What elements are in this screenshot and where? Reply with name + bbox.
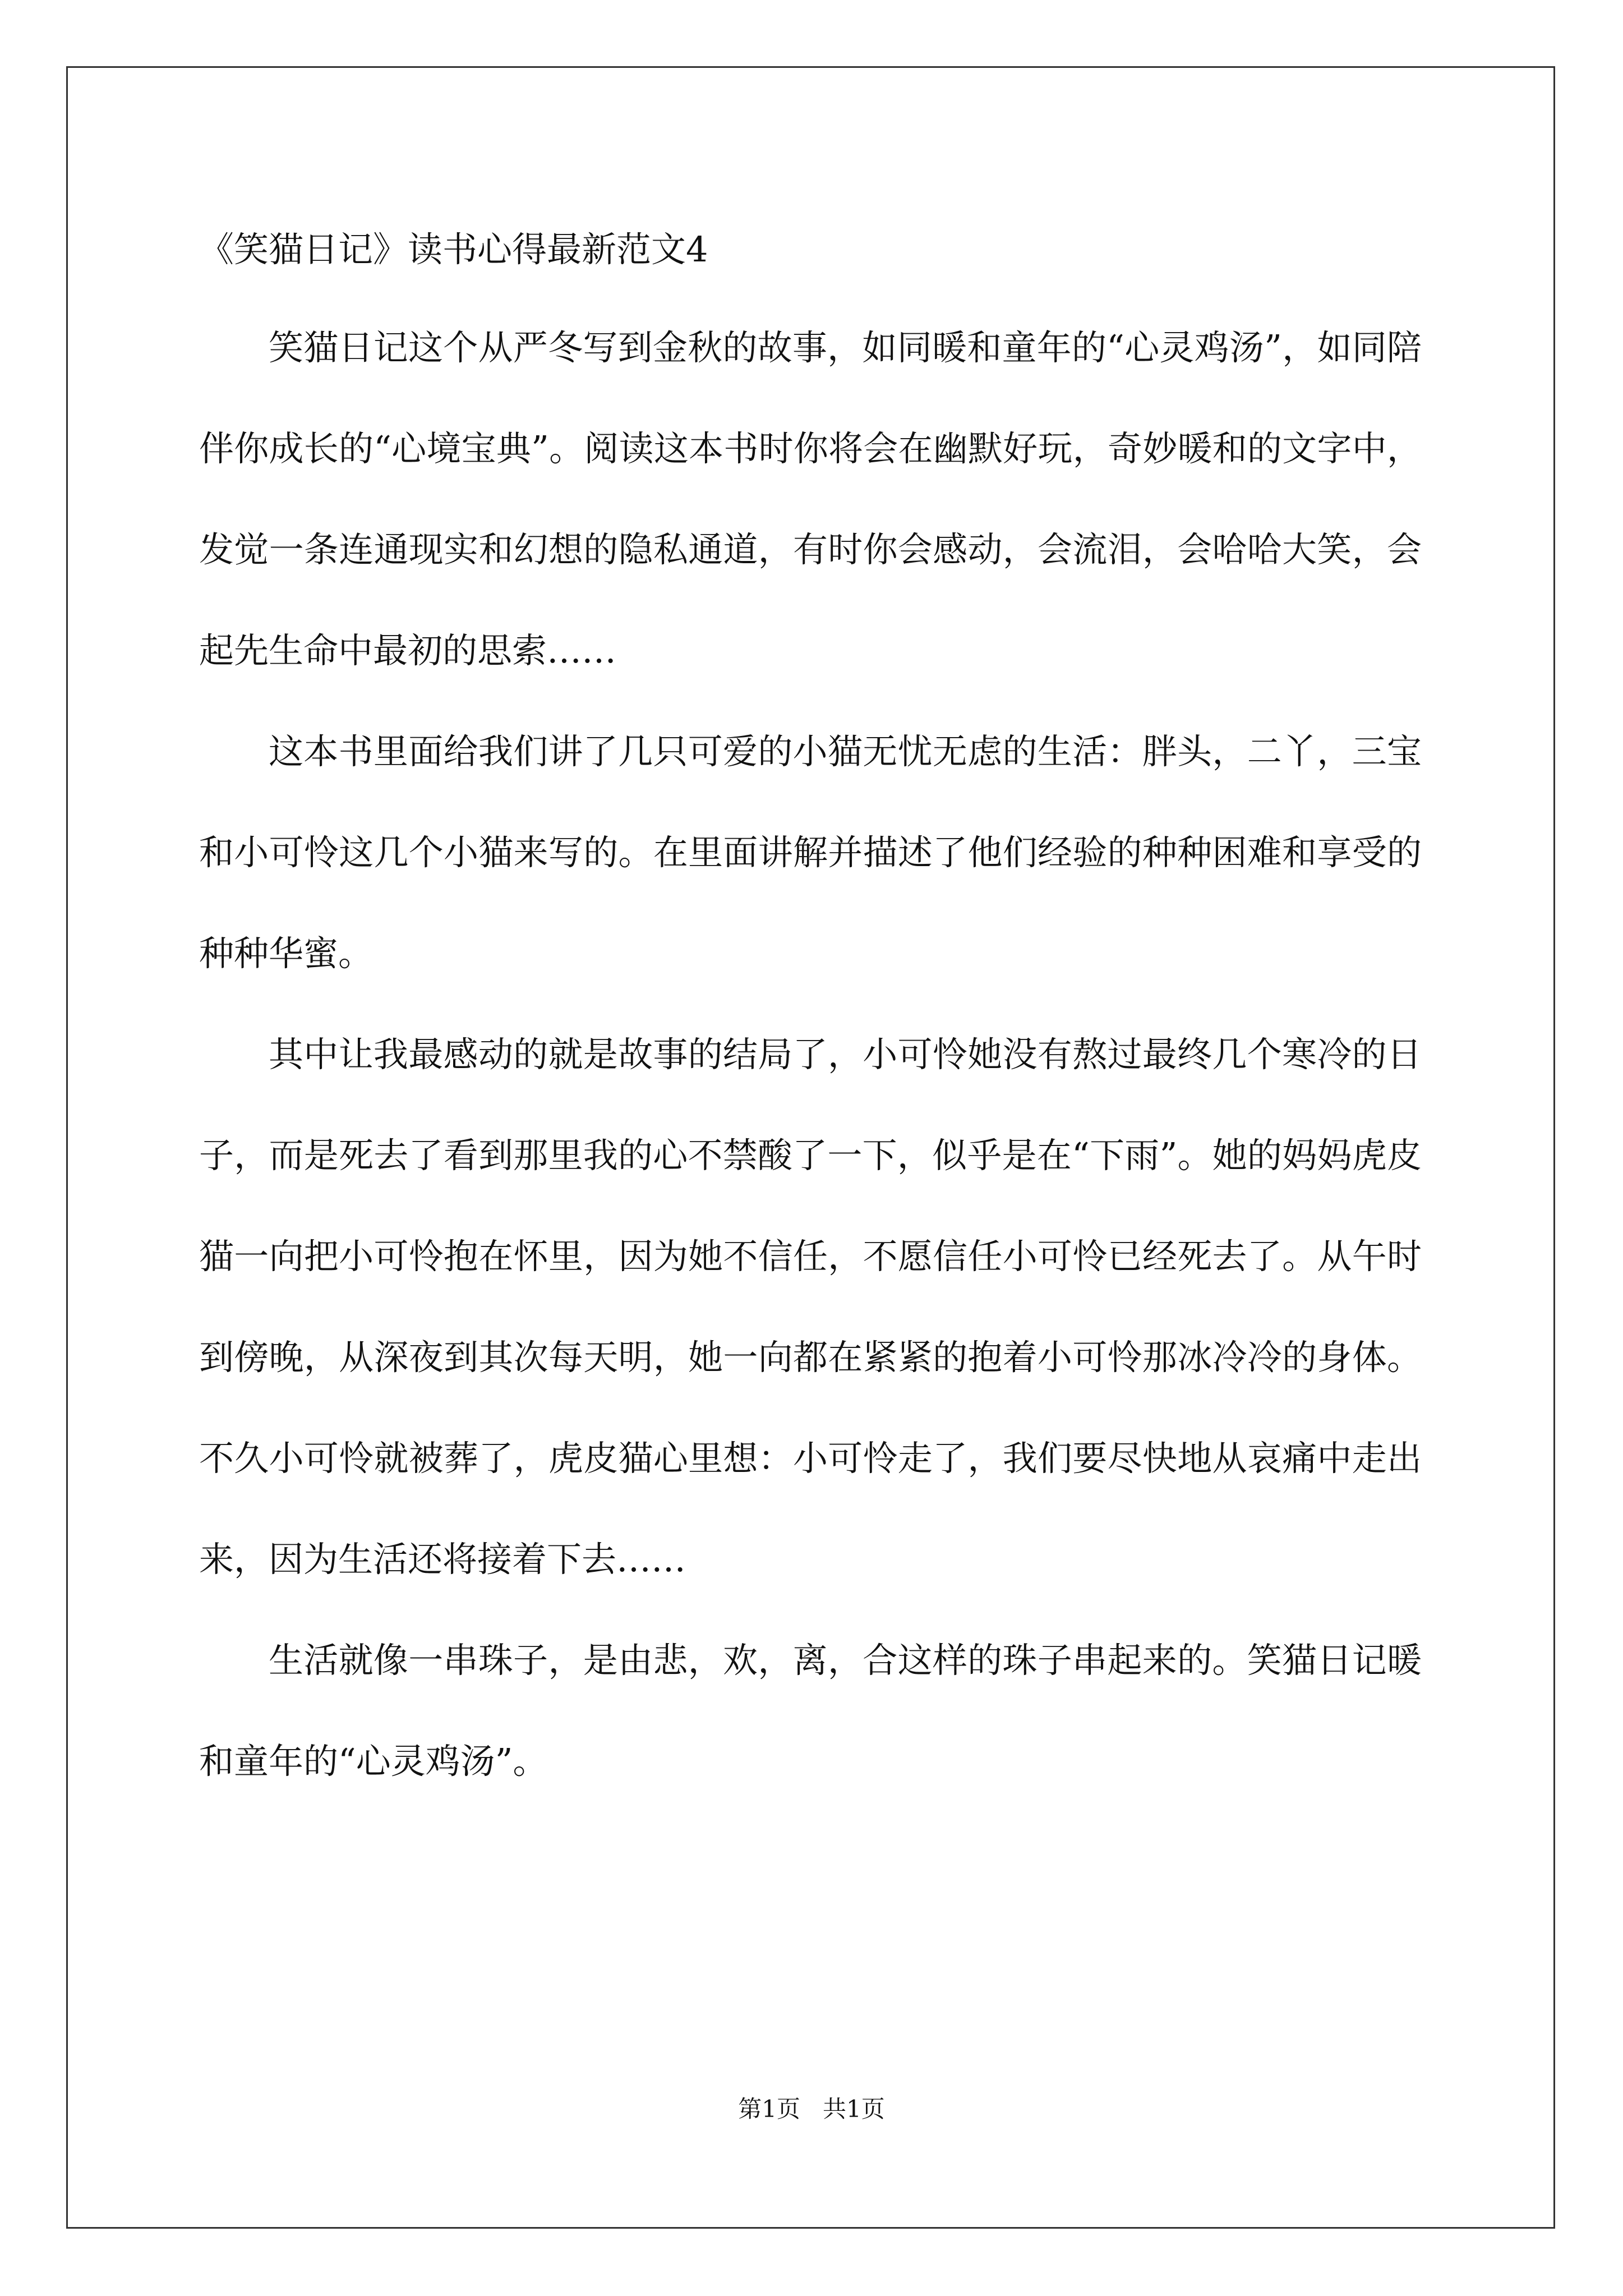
document-title: 《笑猫日记》读书心得最新范文4 <box>199 229 708 270</box>
paragraph-1: 笑猫日记这个从严冬写到金秋的故事，如同暖和童年的“心灵鸡汤”，如同陪伴你成长的“心境宝典”。阅读这本书时你将会在幽默好玩，奇妙暖和的文字中，发觉一条连通现实和幻想的隐私通道，有时你会感动，会流泪，会哈哈大笑，会起先生命中最初的思索…… <box>199 327 1422 671</box>
paragraph-2: 这本书里面给我们讲了几只可爱的小猫无忧无虑的生活：胖头，二丫，三宝和小可怜这几个小猫来写的。在里面讲解并描述了他们经验的种种困难和享受的种种华蜜。 <box>199 731 1422 974</box>
document-body <box>199 297 1422 1812</box>
paragraph-3: 其中让我最感动的就是故事的结局了，小可怜她没有熬过最终几个寒冷的日子，而是死去了看到那里我的心不禁酸了一下，似乎是在“下雨”。她的妈妈虎皮猫一向把小可怜抱在怀里，因为她不信任，不愿信任小可怜已经死去了。从午时到傍晚，从深夜到其次每天明，她一向都在紧紧的抱着小可怜那冰冷冷的身体。不久小可怜就被葬了，虎皮猫心里想：小可怜走了，我们要尽快地从哀痛中走出来，因为生活还将接着下去…… <box>199 1034 1422 1580</box>
page-number-footer: 第1页 共1页 <box>738 2095 885 2123</box>
paragraph-4: 生活就像一串珠子，是由悲，欢，离，合这样的珠子串起来的。笑猫日记暖和童年的“心灵鸡汤”。 <box>199 1640 1422 1782</box>
